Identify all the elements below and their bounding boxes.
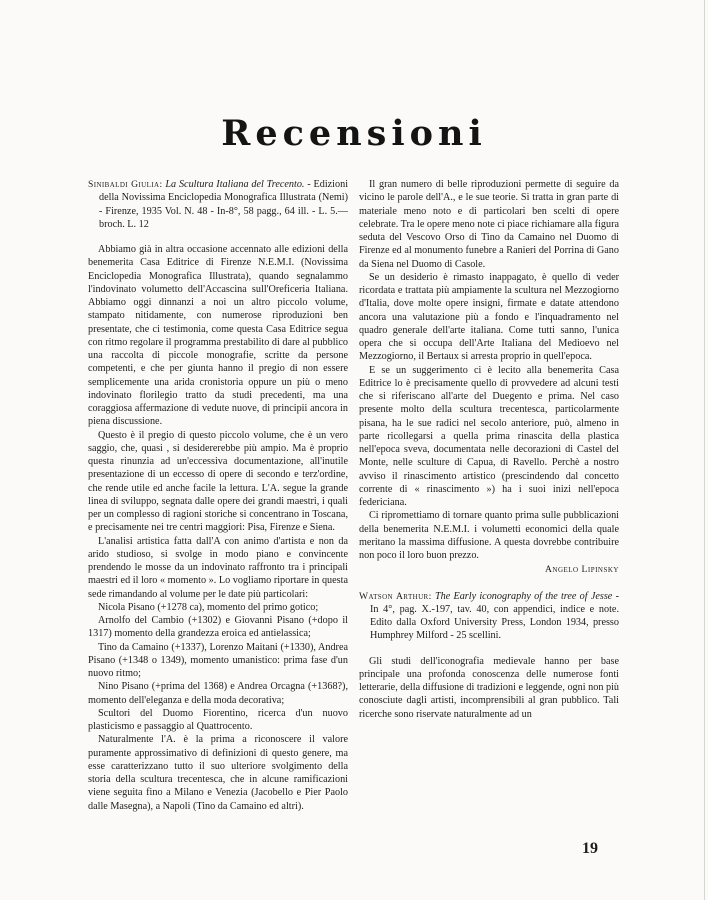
review-author: Watson Arthur: [359,590,432,602]
page-number: 19 [582,840,598,857]
review-signature: Angelo Lipinsky [544,564,619,576]
paragraph: Questo è il pregio di questo piccolo volume, che è un vero saggio, che, quasi , si desidererebbe più ampio. Ma è proprio questa rinunzia ad un'eccessiva documentazione, all'inutile presentazione di un eccesso di opere di secondo e terz'ordine, che rende utile ed anche facile la lettura. L'A. segue la grande linea di sviluppo, segnata dalle opere dei grandi maestri, i quali per un complesso di ragioni storiche si concentrano in Toscana, e precisamente nei tre centri maggiori: Pisa, Firenze e Siena. [88,429,348,534]
review-publication: - In 4°, pag. X.-197, tav. 40, con appendici, indice e note. Edito dalla Oxford University Press, London 1934, presso Humphrey Milford - 25 scellini. [370,590,619,642]
paragraph: Ci ripromettiamo di tornare quanto prima sulle pubblicazioni della benemerita N.E.M.I. i volumetti economici della quale meritano la massima diffusione. A questa dovrebbe contribuire non poco il loro buon prezzo. [359,510,619,561]
review-publication: - Edizioni della Novissima Enciclopedia Monografica Illustrata (Nemi) - Firenze, 1935 Vol. N. 48 - In-8°, 58 pagg., 64 ill. - L. 5.— broch. L. 12 [99,179,349,230]
review-book-title: La Scultura Italiana del Trecento. [165,179,305,190]
review-author: Sinibaldi Giulia: [88,179,163,190]
page-title: Recensioni [221,113,487,155]
paragraph: Il gran numero di belle riproduzioni permette di seguire da vicino le parole dell'A., e le sue teorie. Si tratta in gran parte di materiale meno noto e di particolari ben scelti di opere celebrate. Tra le opere meno note ci piace richiamare alla figura seduta del Vescovo Orso di Tino da Camaino nel Duomo di Firenze ed al monumento funebre a Ranieri del Porrina di Gano da Siena nel Duomo di Casole. [359,179,619,270]
list-item: Scultori del Duomo Fiorentino, ricerca d'un nuovo plasticismo e passaggio al Quattrocento. [88,707,348,732]
list-item: Nino Pisano (+prima del 1368) e Andrea Orcagna (+1368?), momento dell'eleganza e della moda decorativa; [88,681,348,706]
paragraph: E se un suggerimento ci è lecito alla benemerita Casa Editrice lo è precisamente quello di provvedere ad alcuni testi che si riferiscano all'arte del Duegento e prima. Nel caso presente molto della scultura trecentesca, particolarmente pisana, ha le sue radici nel secolo anteriore, può, almeno in parte ricollegarsi a quella prima rinascita della plastica nell'epoca sveva, documentata nelle decorazioni di Castel del Monte, nelle sculture di Capua, di Ravello. Perchè a nostro avviso il rinascimento artistico (prescindendo dal concetto corrente di « rinascimento ») ha i suoi inizi nell'epoca federiciana. [359,364,619,508]
review-heading [359,590,619,643]
list-item: Tino da Camaino (+1337), Lorenzo Maitani (+1330), Andrea Pisano (+1348 o 1349), momento umanistico: prima fase d'un nuovo ritmo; [88,641,348,679]
right-column [359,178,619,721]
left-column [88,178,348,813]
review-book-title: The Early iconography of the tree of Jesse [434,590,613,602]
paragraph: Abbiamo già in altra occasione accennato alle edizioni della benemerita Casa Editrice di Firenze N.E.M.I. (Novissima Enciclopedia Monografica Illustrata), quando segnalammo l'indovinato volumetto dell'Accascina sull'Oreficeria Italiana. Abbiamo oggi dinnanzi a noi un altro piccolo volume, stampato nitidamente, con numerose riproduzioni ben presentate, che ci testimonia, come questa Casa Editrice segua con ritmo regolare il programma prestabilito di dare al pubblico una raccolta di piccole monografie, scritte da persone competenti, e che per giunta hanno il pregio di non essere semplicemente una arida cronistoria oppure un più o meno indovinato florilegio tratto da studi precedenti, ma una coraggiosa affermazione di vedute nuove, di principii ancora in piena discussione. [88,244,348,428]
paragraph: L'analisi artistica fatta dall'A con animo d'artista e non da arido studioso, si svolge in modo piano e convincente prendendo le mosse da un indovinato raffronto tra i principali maestri ed il loro « momento ». Lo vogliamo riportare in questa sede rimandando al volume per le date più particolari: [88,535,348,600]
list-item: Arnolfo del Cambio (+1302) e Giovanni Pisano (+dopo il 1317) momento della grandezza eroica ed antielassica; [88,615,348,640]
paragraph: Gli studi dell'iconografia medievale hanno per base principale una profonda conoscenza delle numerose fonti letterarie, della diffusione di tradizioni e leggende, ogni non più conosciute dagli artisti, incomprensibili al gran pubblico. Tali ricerche sono riservate naturalmente ad un [359,655,619,720]
list-item: Nicola Pisano (+1278 ca), momento del primo gotico; [98,601,319,613]
paragraph: Se un desiderio è rimasto inappagato, è quello di veder ricordata e trattata più ampiamente la scultura nel Mezzogiorno d'Italia, dove molte opere insigni, firmate e datate attendono ancora una valutazione più a fondo e l'inquadramento nel quadro generale dell'arte italiana. Come tutti sanno, l'unica opera che si occupa dell'Arte Italiana del Medioevo nel Mezzogiorno, il Bertaux si arresta proprio in quell'epoca. [359,271,619,363]
review-heading [88,178,348,231]
paragraph: Naturalmente l'A. è la prima a riconoscere il valore puramente approssimativo di definizioni di questo genere, ma esse caratterizzano tutto il suo ulteriore svolgimento della storia della scultura trecentesca, che in alcune ramificazioni viene seguita fino a Milano e Venezia (Jacobello e Pier Paolo dalle Masegna), a Napoli (Tino da Camaino ed altri). [88,734,348,812]
